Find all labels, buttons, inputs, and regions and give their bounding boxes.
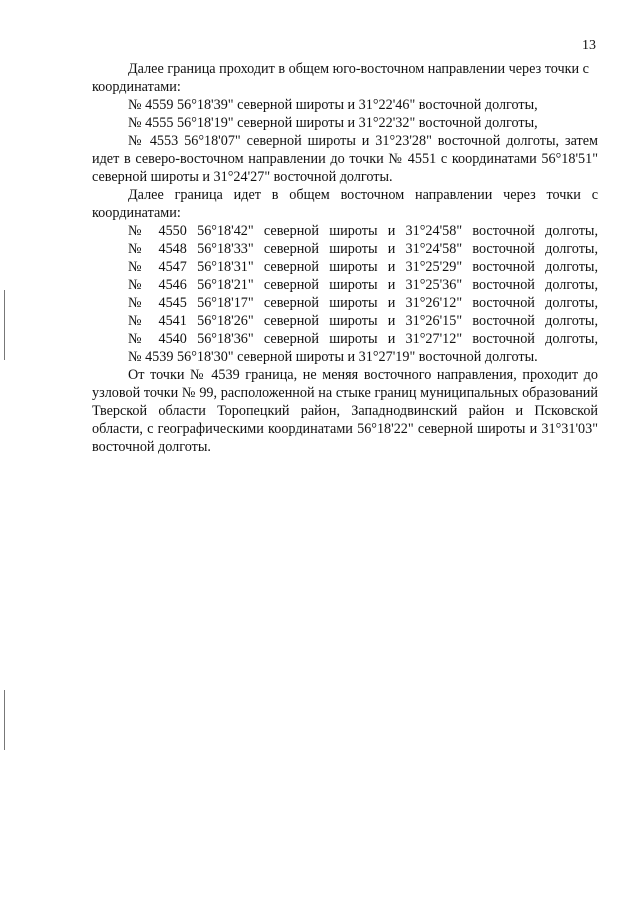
page-number: 13 [582,38,596,53]
paragraph-turn: № 4553 56°18'07" северной широты и 31°23'28" восточной долготы, затем идет в северо-восточном направлении до точки № 4551 с координатами 56°18'51" северной широты и 31°24'27" восточной долготы. [92,133,598,185]
scan-edge-mark [4,290,5,360]
coordinate-list-1 [128,96,598,132]
paragraph-node: От точки № 4539 граница, не меняя восточного направления, проходит до узловой точки № 99, расположенной на стыке границ муниципальных образований Тверской области Торопецкий район, Западнодвинский район и Псковской области, с географическими координатами 56°18'22" северной широты и 31°31'03" восточной долготы. [92,367,598,455]
document-body [92,60,598,456]
coordinate-line: № 4546 56°18'21" северной широты и 31°25'36" восточной долготы, [128,277,598,293]
coordinate-line: № 4540 56°18'36" северной широты и 31°27'12" восточной долготы, [128,331,598,347]
coordinate-line: № 4541 56°18'26" северной широты и 31°26'15" восточной долготы, [128,313,598,329]
coordinate-list-2 [128,222,598,366]
coordinate-line: № 4555 56°18'19" северной широты и 31°22'32" восточной долготы, [128,115,538,131]
coordinate-line: № 4559 56°18'39" северной широты и 31°22'46" восточной долготы, [128,97,538,113]
coordinate-line: № 4550 56°18'42" северной широты и 31°24'58" восточной долготы, [128,223,598,239]
coordinate-line: № 4545 56°18'17" северной широты и 31°26'12" восточной долготы, [128,295,598,311]
coordinate-line-last: № 4539 56°18'30" северной широты и 31°27'19" восточной долготы. [128,349,538,365]
paragraph-intro: Далее граница проходит в общем юго-восточном направлении через точки с координатами: [92,61,589,95]
scan-edge-mark [4,690,5,750]
paragraph-east: Далее граница идет в общем восточном направлении через точки с координатами: [92,187,598,221]
coordinate-line: № 4548 56°18'33" северной широты и 31°24'58" восточной долготы, [128,241,598,257]
coordinate-line: № 4547 56°18'31" северной широты и 31°25'29" восточной долготы, [128,259,598,275]
